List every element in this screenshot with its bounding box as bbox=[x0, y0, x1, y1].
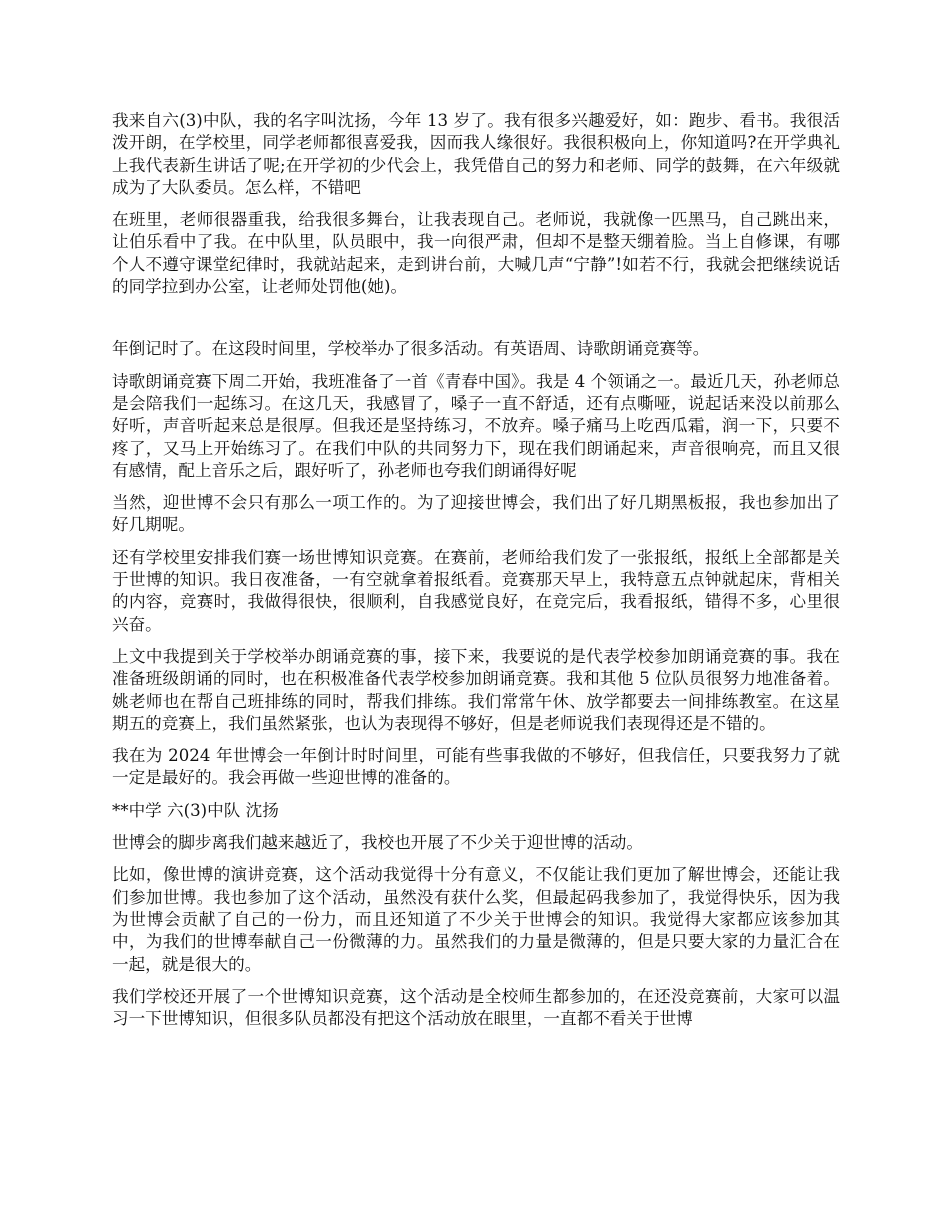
paragraph-knowledge-contest: 还有学校里安排我们赛一场世博知识竞赛。在赛前，老师给我们发了一张报纸，报纸上全部都是关于世博的知识。我日夜准备，一有空就拿着报纸看。竞赛那天早上，我特意五点钟就起床，背相关的内容，竞赛时，我做得很快，很顺利，自我感觉良好，在竞完后，我看报纸，错得不多，心里很兴奋。 bbox=[112, 547, 840, 634]
paragraph-poetry-contest: 诗歌朗诵竞赛下周二开始，我班准备了一首《青春中国》。我是 4 个领诵之一。最近几天，孙老师总是会陪我们一起练习。在这几天，我感冒了，嗓子一直不舒适，还有点嘶哑，说起话来没以前那么好听，声音听起来总是很厚。但我还是坚持练习，不放弃。嗓子痛马上吃西瓜霜，润一下，只要不疼了，又马上开始练习了。在我们中队的共同努力下，现在我们朗诵起来，声音很响亮，而且又很有感情，配上音乐之后，跟好听了，孙老师也夸我们朗诵得好呢 bbox=[112, 371, 840, 480]
paragraph-school-recitation: 上文中我提到关于学校举办朗诵竞赛的事，接下来，我要说的是代表学校参加朗诵竞赛的事。我在准备班级朗诵的同时，也在积极准备代表学校参加朗诵竞赛。我和其他 5 位队员很努力地准备着。姚老师也在帮自己班排练的同时，帮我们排练。我们常常午休、放学都要去一间排练教室。在这星期五的竞赛上，我们虽然紧张，也认为表现得不够好，但是老师说我们表现得还是不错的。 bbox=[112, 646, 840, 733]
paragraph-speech-contest: 比如，像世博的演讲竞赛，这个活动我觉得十分有意义，不仅能让我们更加了解世博会，还能让我们参加世博。我也参加了这个活动，虽然没有获什么奖，但最起码我参加了，我觉得快乐，因为我为世博会贡献了自己的一份力，而且还知道了不少关于世博会的知识。我觉得大家都应该参加其中，为我们的世博奉献自己一份微薄的力。虽然我们的力量是微薄的，但是只要大家的力量汇合在一起，就是很大的。 bbox=[112, 865, 840, 974]
document-page bbox=[112, 110, 840, 1040]
paragraph-intro: 我来自六(3)中队，我的名字叫沈扬，今年 13 岁了。我有很多兴趣爱好，如：跑步、看书。我很活泼开朗，在学校里，同学老师都很喜爱我，因而我人缘很好。我很积极向上，你知道吗?在开学典礼上我代表新生讲话了呢;在开学初的少代会上，我凭借自己的努力和老师、同学的鼓舞，在六年级就成为了大队委员。怎么样，不错吧 bbox=[112, 111, 840, 197]
paragraph-conclusion: 我在为 2024 年世博会一年倒计时时间里，可能有些事我做的不够好，但我信任，只要我努力了就一定是最好的。我会再做一些迎世博的准备的。 bbox=[112, 746, 840, 788]
paragraph-blackboard: 当然，迎世博不会只有那么一项工作的。为了迎接世博会，我们出了好几期黑板报，我也参加出了好几期呢。 bbox=[112, 493, 840, 535]
section-gap bbox=[112, 308, 840, 338]
paragraph-countdown: 年倒记时了。在这段时间里，学校举办了很多活动。有英语周、诗歌朗诵竞赛等。 bbox=[112, 339, 710, 359]
paragraph-expo-approach: 世博会的脚步离我们越来越近了，我校也开展了不少关于迎世博的活动。 bbox=[112, 833, 643, 853]
paragraph-expo-quiz: 我们学校还开展了一个世博知识竞赛，这个活动是全校师生都参加的，在还没竞赛前，大家可以温习一下世博知识，但很多队员都没有把这个活动放在眼里，一直都不看关于世博 bbox=[112, 986, 840, 1029]
paragraph-class-role: 在班里，老师很器重我，给我很多舞台，让我表现自己。老师说，我就像一匹黑马，自己跳出来，让伯乐看中了我。在中队里，队员眼中，我一向很严肃，但却不是整天绷着脸。当上自修课，有哪个人不遵守课堂纪律时，我就站起来，走到讲台前，大喊几声“宁静”!如若不行，我就会把继续说话的同学拉到办公室，让老师处罚他(她)。 bbox=[112, 210, 840, 297]
author-signature: **中学 六(3)中队 沈扬 bbox=[112, 800, 279, 820]
